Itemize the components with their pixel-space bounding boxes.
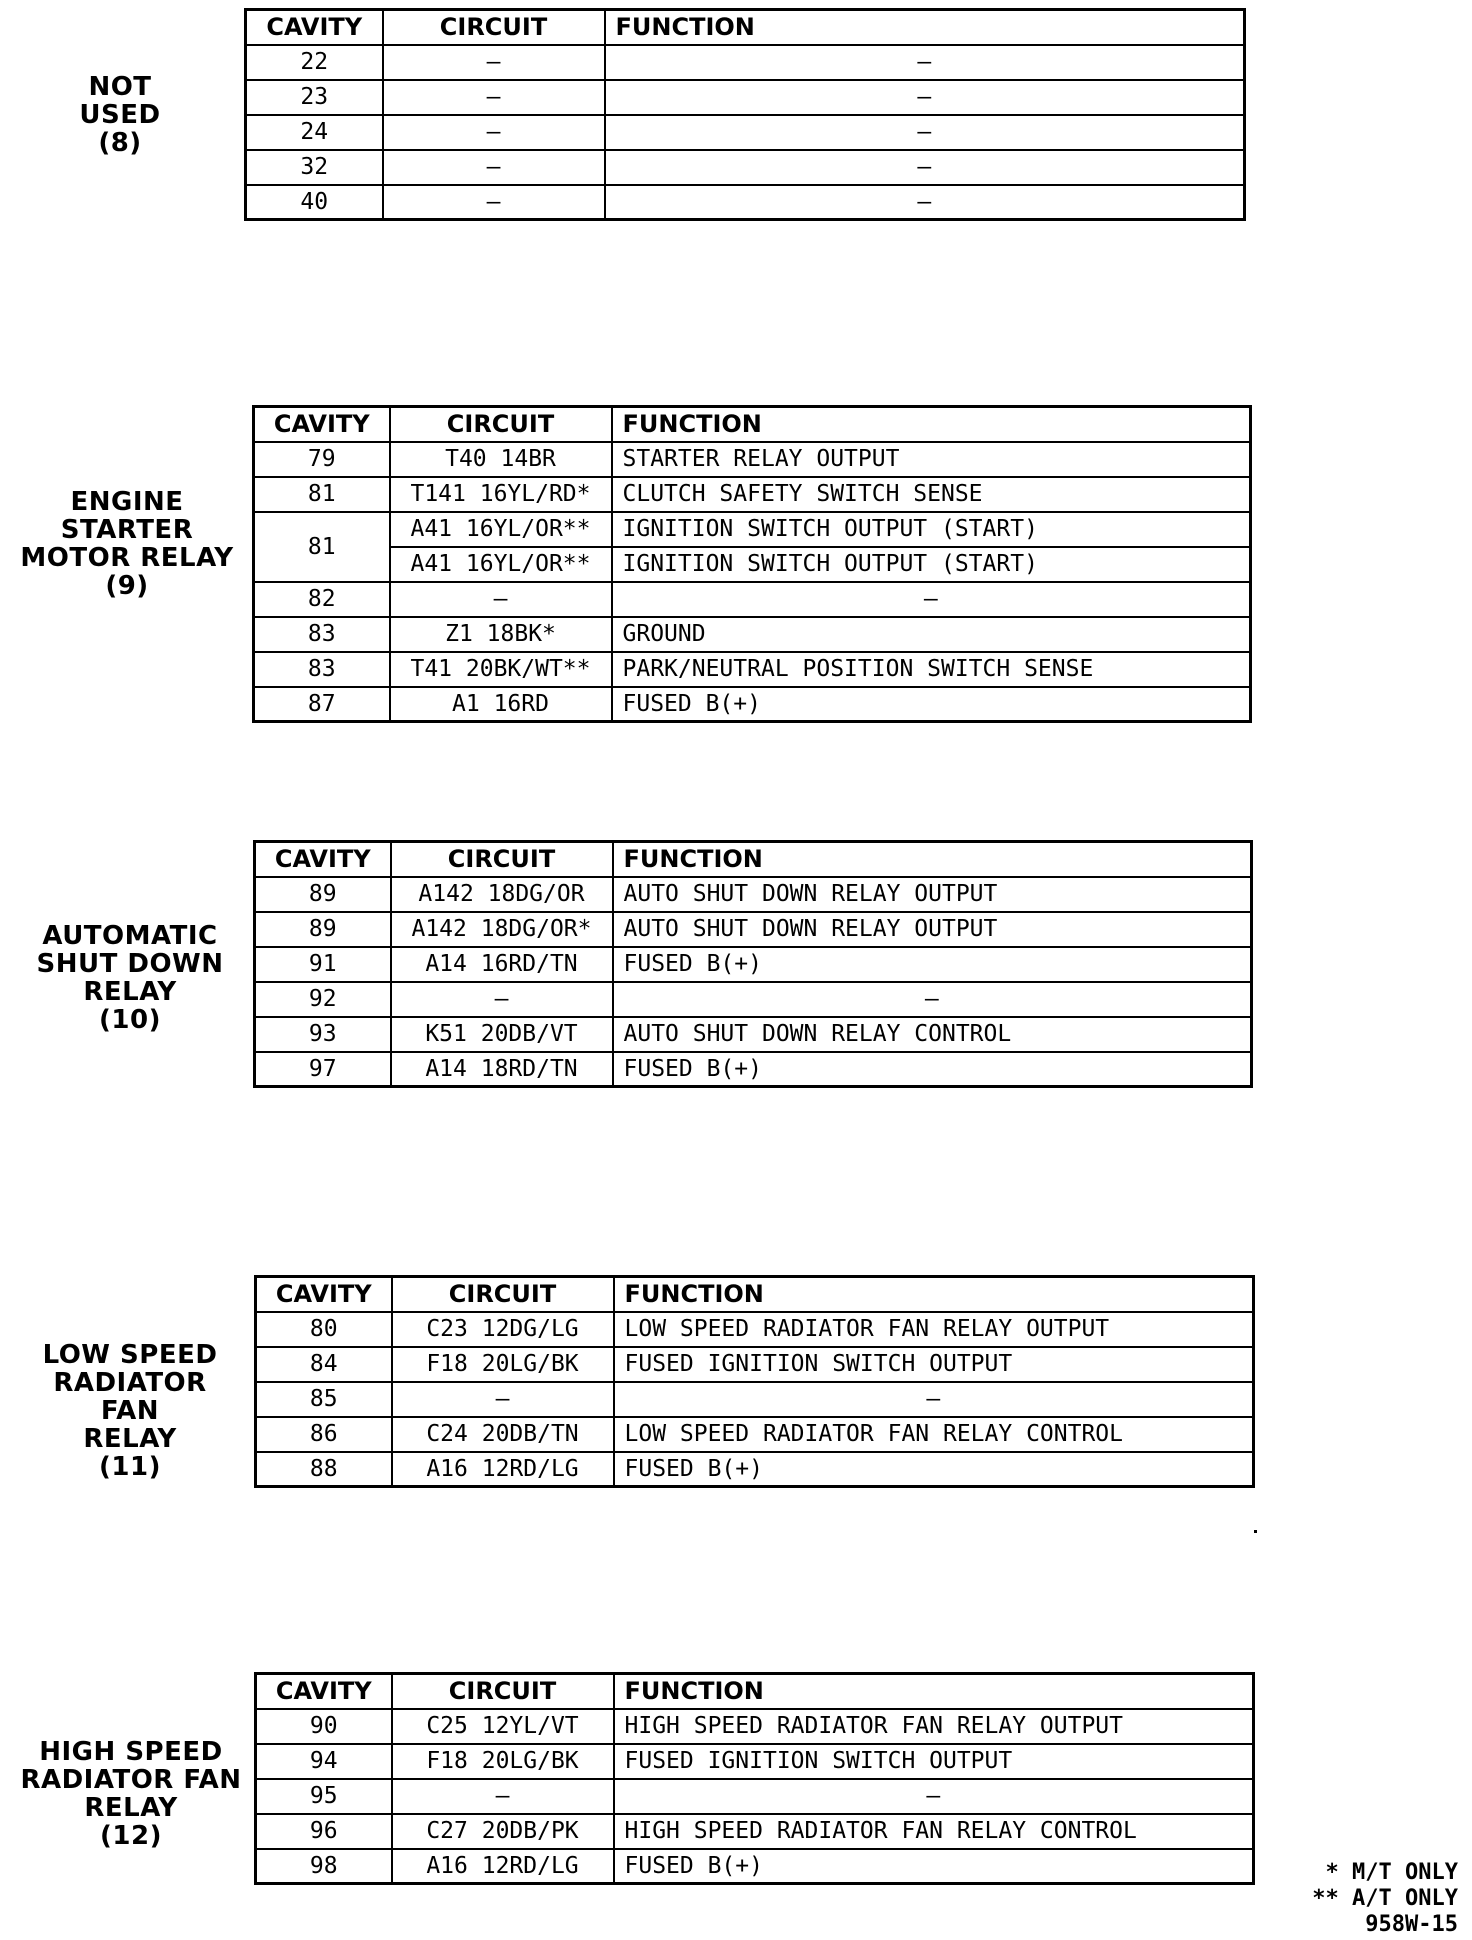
table-row [246,115,1245,150]
cavity-cell: 91 [255,947,391,982]
cavity-cell: 89 [255,912,391,947]
section-label-line: HIGH SPEED [39,1737,223,1767]
footnote-at-only: ** A/T ONLY [1312,1886,1458,1911]
circuit-cell: A41 16YL/OR** [390,512,612,547]
section-label-line: RADIATOR FAN [53,1368,207,1426]
header-function: FUNCTION [612,407,1251,442]
cavity-cell: 85 [256,1382,392,1417]
table-row [256,1382,1254,1417]
circuit-cell: A142 18DG/OR* [391,912,613,947]
circuit-cell: – [383,80,605,115]
table-row [246,45,1245,80]
circuit-cell: A1 16RD [390,687,612,722]
section-label-line: (9) [105,571,149,601]
circuit-cell: C24 20DB/TN [392,1417,614,1452]
section-label-line: USED [79,100,161,130]
table-row [256,1312,1254,1347]
table-row [255,947,1252,982]
table-row [246,80,1245,115]
function-cell: LOW SPEED RADIATOR FAN RELAY OUTPUT [614,1312,1254,1347]
section-label-automatic-shut-down-relay [30,922,230,1034]
cavity-cell: 94 [256,1744,392,1779]
header-cavity: CAVITY [246,10,383,45]
cavity-cell: 23 [246,80,383,115]
function-cell: FUSED B(+) [614,1452,1254,1487]
circuit-cell: C23 12DG/LG [392,1312,614,1347]
table-row [256,1849,1254,1884]
circuit-cell: – [391,982,613,1017]
table-row [254,652,1251,687]
cavity-cell: 96 [256,1814,392,1849]
function-cell: – [605,115,1245,150]
function-cell: HIGH SPEED RADIATOR FAN RELAY OUTPUT [614,1709,1254,1744]
section-label-high-speed-radiator-fan-relay [20,1738,242,1850]
function-cell: FUSED IGNITION SWITCH OUTPUT [614,1347,1254,1382]
table-row [256,1417,1254,1452]
table-row [254,442,1251,477]
function-cell: STARTER RELAY OUTPUT [612,442,1251,477]
circuit-cell: Z1 18BK* [390,617,612,652]
circuit-cell: A41 16YL/OR** [390,547,612,582]
header-cavity: CAVITY [254,407,390,442]
not-used-table [244,8,1246,221]
circuit-cell: – [383,115,605,150]
circuit-cell: – [383,185,605,220]
circuit-cell: T141 16YL/RD* [390,477,612,512]
low-speed-radiator-fan-relay-table [254,1275,1255,1488]
automatic-shut-down-relay-table [253,840,1253,1088]
header-cavity: CAVITY [256,1277,392,1312]
header-circuit: CIRCUIT [392,1674,614,1709]
table-row [255,982,1252,1017]
table-header-row [246,10,1245,45]
section-label-engine-starter-motor-relay [4,488,250,600]
circuit-cell: C25 12YL/VT [392,1709,614,1744]
circuit-cell: F18 20LG/BK [392,1347,614,1382]
table-row [256,1452,1254,1487]
header-cavity: CAVITY [255,842,391,877]
header-function: FUNCTION [614,1277,1254,1312]
function-cell: FUSED B(+) [612,687,1251,722]
function-cell: IGNITION SWITCH OUTPUT (START) [612,512,1251,547]
function-cell: GROUND [612,617,1251,652]
cavity-cell: 98 [256,1849,392,1884]
table-row [256,1814,1254,1849]
section-label-line: RELAY [84,1793,178,1823]
footnotes [1312,1860,1458,1938]
circuit-cell: – [392,1382,614,1417]
function-cell: AUTO SHUT DOWN RELAY OUTPUT [613,912,1252,947]
figure-id: 958W-15 [1365,1912,1458,1937]
circuit-cell: A16 12RD/LG [392,1452,614,1487]
table-row [254,512,1251,547]
function-cell: CLUTCH SAFETY SWITCH SENSE [612,477,1251,512]
function-cell: – [605,45,1245,80]
header-circuit: CIRCUIT [392,1277,614,1312]
table-row [246,185,1245,220]
header-circuit: CIRCUIT [383,10,605,45]
function-cell: – [605,150,1245,185]
function-cell: AUTO SHUT DOWN RELAY CONTROL [613,1017,1252,1052]
function-cell: FUSED IGNITION SWITCH OUTPUT [614,1744,1254,1779]
table-header-row [256,1277,1254,1312]
section-label-not-used [60,73,180,157]
cavity-cell: 81 [254,477,390,512]
cavity-cell: 40 [246,185,383,220]
table-row [255,1052,1252,1087]
table-row [255,877,1252,912]
table-row [254,547,1251,582]
function-cell: HIGH SPEED RADIATOR FAN RELAY CONTROL [614,1814,1254,1849]
cavity-cell: 87 [254,687,390,722]
circuit-cell: F18 20LG/BK [392,1744,614,1779]
header-function: FUNCTION [605,10,1245,45]
table-row [254,477,1251,512]
section-label-line: LOW SPEED [42,1340,218,1370]
circuit-cell: A142 18DG/OR [391,877,613,912]
cavity-cell: 79 [254,442,390,477]
section-label-line: RELAY [83,1424,177,1454]
circuit-cell: – [383,150,605,185]
circuit-cell: K51 20DB/VT [391,1017,613,1052]
function-cell: AUTO SHUT DOWN RELAY OUTPUT [613,877,1252,912]
table-header-row [255,842,1252,877]
section-label-low-speed-radiator-fan-relay [20,1341,240,1481]
section-label-line: SHUT DOWN [36,949,224,979]
cavity-cell: 88 [256,1452,392,1487]
header-function: FUNCTION [614,1674,1254,1709]
section-label-line: (10) [99,1005,161,1035]
section-label-line: (12) [100,1821,162,1851]
function-cell: LOW SPEED RADIATOR FAN RELAY CONTROL [614,1417,1254,1452]
function-cell: PARK/NEUTRAL POSITION SWITCH SENSE [612,652,1251,687]
circuit-cell: T41 20BK/WT** [390,652,612,687]
header-circuit: CIRCUIT [390,407,612,442]
circuit-cell: – [390,582,612,617]
cavity-cell: 24 [246,115,383,150]
function-cell: – [612,582,1251,617]
section-label-line: MOTOR RELAY [20,543,234,573]
circuit-cell: C27 20DB/PK [392,1814,614,1849]
table-row [255,912,1252,947]
header-circuit: CIRCUIT [391,842,613,877]
cavity-cell: 82 [254,582,390,617]
function-cell: – [613,982,1252,1017]
cavity-cell: 80 [256,1312,392,1347]
section-label-line: RELAY [83,977,177,1007]
section-label-line: ENGINE STARTER [60,487,194,545]
circuit-cell: A14 18RD/TN [391,1052,613,1087]
scan-speck [1254,1530,1257,1533]
circuit-cell: A14 16RD/TN [391,947,613,982]
engine-starter-motor-relay-table [252,405,1252,723]
cavity-cell: 84 [256,1347,392,1382]
table-row [256,1347,1254,1382]
table-row [256,1744,1254,1779]
cavity-cell: 81 [254,512,390,582]
function-cell: – [614,1382,1254,1417]
header-function: FUNCTION [613,842,1252,877]
table-row [254,687,1251,722]
cavity-cell: 89 [255,877,391,912]
cavity-cell: 32 [246,150,383,185]
cavity-cell: 95 [256,1779,392,1814]
cavity-cell: 83 [254,617,390,652]
section-label-line: AUTOMATIC [42,921,218,951]
circuit-cell: – [392,1779,614,1814]
table-row [254,617,1251,652]
table-row [254,582,1251,617]
circuit-cell: A16 12RD/LG [392,1849,614,1884]
cavity-cell: 86 [256,1417,392,1452]
section-label-line: NOT [88,72,152,102]
table-row [255,1017,1252,1052]
header-cavity: CAVITY [256,1674,392,1709]
section-label-line: RADIATOR FAN [20,1765,242,1795]
cavity-cell: 92 [255,982,391,1017]
table-row [256,1709,1254,1744]
table-row [256,1779,1254,1814]
function-cell: FUSED B(+) [613,947,1252,982]
circuit-cell: T40 14BR [390,442,612,477]
function-cell: FUSED B(+) [613,1052,1252,1087]
footnote-mt-only: * M/T ONLY [1325,1860,1458,1885]
table-header-row [256,1674,1254,1709]
function-cell: IGNITION SWITCH OUTPUT (START) [612,547,1251,582]
section-label-line: (11) [99,1452,161,1482]
section-label-line: (8) [98,128,142,158]
function-cell: – [605,185,1245,220]
table-row [246,150,1245,185]
cavity-cell: 83 [254,652,390,687]
function-cell: FUSED B(+) [614,1849,1254,1884]
function-cell: – [605,80,1245,115]
cavity-cell: 93 [255,1017,391,1052]
circuit-cell: – [383,45,605,80]
cavity-cell: 90 [256,1709,392,1744]
high-speed-radiator-fan-relay-table [254,1672,1255,1885]
cavity-cell: 22 [246,45,383,80]
cavity-cell: 97 [255,1052,391,1087]
function-cell: – [614,1779,1254,1814]
table-header-row [254,407,1251,442]
